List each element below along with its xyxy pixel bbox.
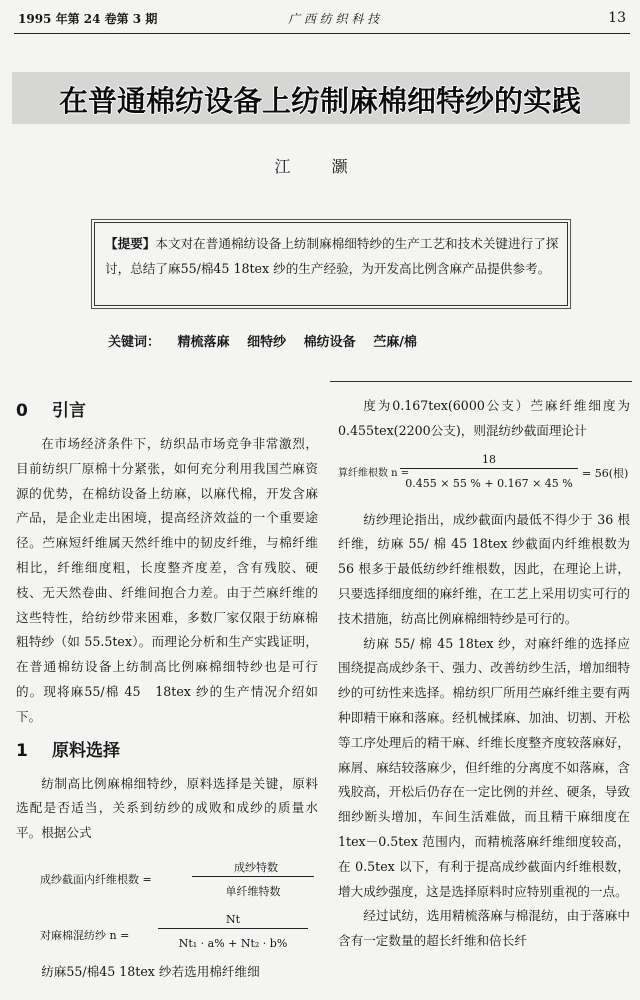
- formula-blend: [16, 908, 318, 958]
- paragraph-continued: 度为0.167tex(6000公支）苎麻纤维细度为0.455tex(2200公支)，则混纺纱截面理论计: [338, 398, 630, 438]
- formula-numerator: 18: [482, 452, 496, 466]
- formula-denominator: 单纤维特数: [225, 884, 281, 898]
- formula-numerator: Nt: [225, 912, 241, 926]
- article-title: 在普通棉纺设备上纺制麻棉细特纱的实践: [58, 84, 581, 118]
- formula-denominator: 0.455 × 55 % + 0.167 × 45 %: [405, 476, 573, 490]
- abstract-label: 【提要】: [105, 236, 156, 251]
- paragraph-material-1: 纺制高比例麻棉细特纱，原料选择是关键，原料选配是否适当，关系到纺纱的成败和成纱的质量水平。根据公式: [16, 775, 318, 841]
- fraction-bar: [192, 876, 314, 877]
- keyword-item: 细特纱: [247, 335, 287, 350]
- header-rule: [14, 33, 630, 34]
- section-title: 原料选择: [52, 740, 120, 761]
- section-number: 1: [16, 740, 28, 761]
- left-column: [16, 394, 318, 985]
- fraction-bar: [158, 928, 308, 929]
- keywords: [108, 331, 430, 350]
- section-heading-intro: [16, 396, 318, 426]
- section-number: 0: [16, 401, 28, 421]
- running-header: [18, 10, 626, 28]
- keyword-item: 棉纺设备: [303, 335, 356, 350]
- issue-info: 1995 年第 24 卷第 3 期: [18, 12, 158, 26]
- page-number: 13: [608, 10, 626, 26]
- formula-numerator: 成纱特数: [234, 860, 278, 874]
- paragraph-selection: 纺麻 55/ 棉 45 18tex 纱，对麻纤维的选择应围绕提高成纱条干、强力、改善纺纱生活，增加细特纱的可纺性来选择。棉纺织厂所用苎麻纤维主要有两种即精干麻和落麻。经机械揉麻、加油、切割、开松等工序处理后的精干麻、纤维长度整齐度较落麻好，麻屑、麻结较落麻少，但纤维的分离度不如落麻，含残胶高，开松后仍存在一定比例的并丝、硬条，导致细纱断头增加，车间生活难做，而且精干麻细度在 1tex－0.5tex 范围内，而精梳落麻纤维细度较高，在 0.5tex 以下，有利于提高成纱截面内纤维根数，增大成纱强度，这是选择原料时应特别重视的一点。: [338, 635, 630, 899]
- keywords-label: 关键词：: [108, 335, 161, 350]
- right-column: [338, 394, 630, 954]
- paragraph-theory: 纺纱理论指出，成纱截面内最低不得少于 36 根纤维，纺麻 55/ 棉 45 18tex 纱截面内纤维根数为 56 根多于最低纺纱纤维根数，因此，在理论上讲，只要选择细度细的麻纤维，在工艺上采用切实可行的技术措施，纺高比例麻棉细特纱是可行的。: [338, 511, 630, 626]
- column-rule: [330, 381, 632, 382]
- formula-lhs: 算纤维根数 n =: [338, 467, 410, 479]
- formula-denominator: Nt₁ · a% + Nt₂ · b%: [178, 936, 288, 950]
- paragraph-trial: 经过试纺，选用精梳落麻与棉混纺，由于落麻中含有一定数量的超长纤维和倍长纤: [338, 908, 630, 949]
- formula-lhs: 对麻棉混纺纱 n =: [40, 928, 130, 942]
- section-title: 引言: [52, 401, 86, 421]
- formula-result: = 56(根): [582, 466, 629, 480]
- keyword-item: 苎麻/棉: [373, 335, 417, 350]
- formula-fiber-count: [16, 850, 318, 906]
- section-heading-material: [16, 736, 318, 766]
- keyword-item: 精梳落麻: [177, 335, 230, 350]
- abstract-box: [94, 222, 568, 306]
- fraction-bar: [400, 468, 578, 469]
- author: 江 灏: [274, 157, 366, 176]
- journal-name: 广 西 纺 织 科 技: [288, 12, 380, 26]
- paragraph-intro: 在市场经济条件下，纺织品市场竞争非常激烈，目前纺织厂原棉十分紧张，如何充分利用我国苎麻资源的优势，在棉纺设备上纺麻，以麻代棉，开发含麻产品，是企业走出困境，提高经济效益的一个重要途径。苎麻短纤维属天然纤维中的韧皮纤维，与棉纤维相比，纤维细度粗，长度整齐度差，含有残胶、硬枝、无天然卷曲、纤维间抱合力差。由于苎麻纤维的这些特性，给纺纱带来困难，多数厂家仅限于纺麻棉粗特纱（如 55.5tex）。而理论分析和生产实践证明，在普通棉纺设备上纺制高比例麻棉细特纱也是可行的。现将麻55/棉 45 18tex 纱的生产情况介绍如下。: [16, 436, 318, 724]
- abstract-text: 本文对在普通棉纺设备上纺制麻棉细特纱的生产工艺和技术关键进行了探讨，总结了麻55/棉45 18tex 纱的生产经验，为开发高比例含麻产品提供参考。: [105, 236, 559, 276]
- formula-lhs: 成纱截面内纤维根数 =: [40, 872, 152, 886]
- paragraph-material-2: 纺麻55/棉45 18tex 纱若选用棉纤维细: [41, 963, 260, 979]
- formula-calculation: [338, 450, 630, 502]
